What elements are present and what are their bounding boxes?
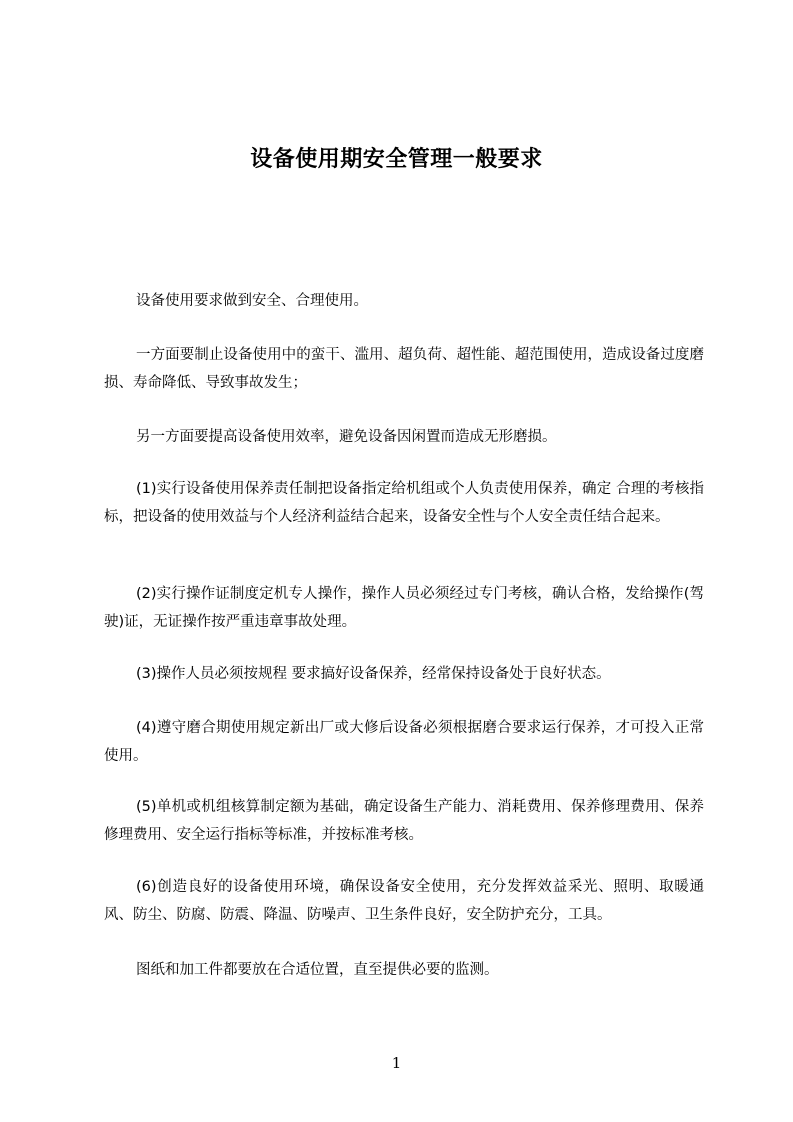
paragraph-item-3: (3)操作人员必须按规程 要求搞好设备保养，经常保持设备处于良好状态。 [136,666,611,682]
page-number: 1 [391,1054,402,1072]
paragraph-item-1: (1)实行设备使用保养责任制把设备指定给机组或个人负责使用保养，确定 合理的考核指标，把设备的使用效益与个人经济利益结合起来，设备安全性与个人安全责任结合起来。 [104,481,704,525]
paragraph-item-4: (4)遵守磨合期使用规定新出厂或大修后设备必须根据磨合要求运行保养，才可投入正常使用。 [104,720,704,764]
paragraph-item-5: (5)单机或机组核算制定额为基础，确定设备生产能力、消耗费用、保养修理费用、保养修理费用、安全运行指标等标准，并按标准考核。 [104,799,704,843]
paragraph-item-2: (2)实行操作证制度定机专人操作，操作人员必须经过专门考核，确认合格，发给操作(驾驶)证，无证操作按严重违章事故处理。 [104,586,704,630]
paragraph-closing: 图纸和加工件都要放在合适位置，直至提供必要的监测。 [136,962,499,978]
paragraph-item-6: (6)创造良好的设备使用环境，确保设备安全使用，充分发挥效益采光、照明、取暖通风、防尘、防腐、防震、降温、防噪声、卫生条件良好，安全防护充分，工具。 [104,879,704,923]
paragraph-improve-efficiency: 另一方面要提高设备使用效率，避免设备因闲置而造成无形磨损。 [136,429,557,445]
document-title: 设备使用期安全管理一般要求 [250,147,543,172]
paragraph-requirement-summary: 设备使用要求做到安全、合理使用。 [136,293,368,309]
paragraph-prohibit-misuse: 一方面要制止设备使用中的蛮干、滥用、超负荷、超性能、超范围使用，造成设备过度磨损、寿命降低、导致事故发生； [104,347,704,391]
